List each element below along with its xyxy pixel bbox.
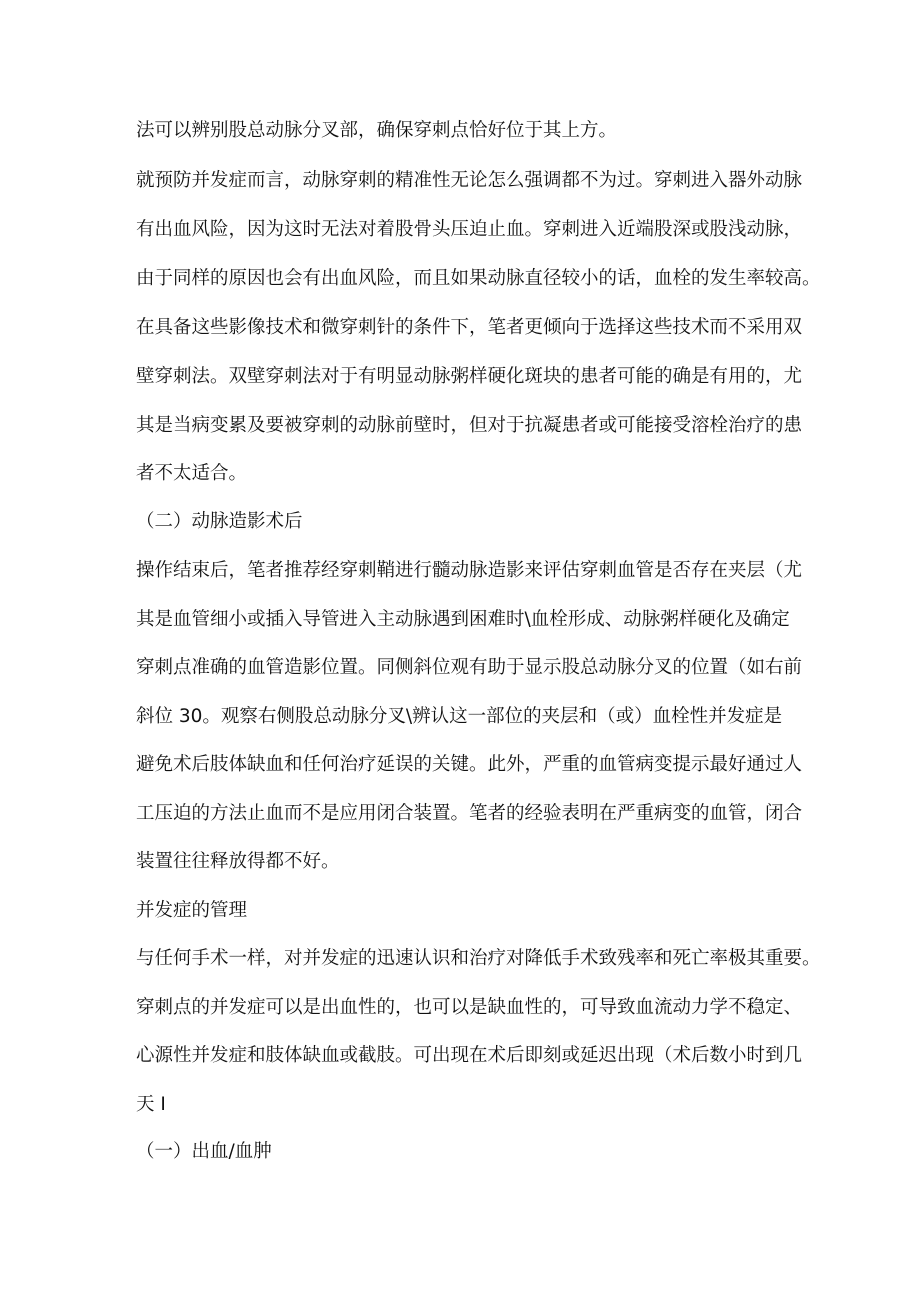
paragraph-line-10: 其是血管细小或插入导管进入主动脉遇到困难时\血栓形成、动脉粥样硬化及确定 [136,609,790,630]
paragraph-line-19: 天 I [136,1094,166,1115]
paragraph-line-18: 心源性并发症和肢体缺血或截肢。可出现在术后即刻或延迟出现（术后数小时到几 [136,1045,803,1066]
paragraph-line-11: 穿刺点准确的血管造影位置。同侧斜位观有助于显示股总动脉分叉的位置（如右前 [136,657,803,678]
paragraph-line-9: 操作结束后，笔者推荐经穿刺鞘进行髓动脉造影来评估穿刺血管是否存在夹层（尤 [136,560,803,581]
paragraph-line-6: 壁穿刺法。双壁穿刺法对于有明显动脉粥样硬化斑块的患者可能的确是有用的，尤 [136,366,803,387]
paragraph-line-4: 由于同样的原因也会有出血风险，而且如果动脉直径较小的话，血栓的发生率较高。 [136,268,821,289]
paragraph-line-3: 有出血风险，因为这时无法对着股骨头压迫止血。穿刺进入近端股深或股浅动脉， [136,219,803,240]
section-heading-post-angiography: （二）动脉造影术后 [136,511,303,532]
paragraph-line-2: 就预防并发症而言，动脉穿刺的精准性无论怎么强调都不为过。穿刺进入器外动脉 [136,170,803,191]
paragraph-line-15: 装置往往释放得都不好。 [136,851,340,872]
paragraph-line-16: 与任何手术一样，对并发症的迅速认识和治疗对降低手术致残率和死亡率极其重要。 [136,948,821,969]
paragraph-line-14: 工压迫的方法止血而不是应用闭合装置。笔者的经验表明在严重病变的血管，闭合 [136,803,803,824]
paragraph-line-5: 在具备这些影像技术和微穿刺针的条件下，笔者更倾向于选择这些技术而不采用双 [136,317,803,338]
paragraph-line-8: 者不太适合。 [136,463,248,484]
paragraph-line-1: 法可以辨别股总动脉分叉部，确保穿刺点恰好位于其上方。 [136,120,618,141]
section-heading-bleeding-hematoma: （一）出血/血肿 [136,1141,272,1162]
paragraph-line-13: 避免术后肢体缺血和任何治疗延误的关键。此外，严重的血管病变提示最好通过人 [136,754,803,775]
paragraph-line-12: 斜位 30。观察右侧股总动脉分叉\辨认这一部位的夹层和（或）血栓性并发症是 [136,706,783,727]
section-heading-complication-management: 并发症的管理 [136,900,248,921]
paragraph-line-17: 穿刺点的并发症可以是出血性的，也可以是缺血性的，可导致血流动力学不稳定、 [136,997,803,1018]
paragraph-line-7: 其是当病变累及要被穿刺的动脉前壁时，但对于抗凝患者或可能接受溶栓治疗的患 [136,415,803,436]
